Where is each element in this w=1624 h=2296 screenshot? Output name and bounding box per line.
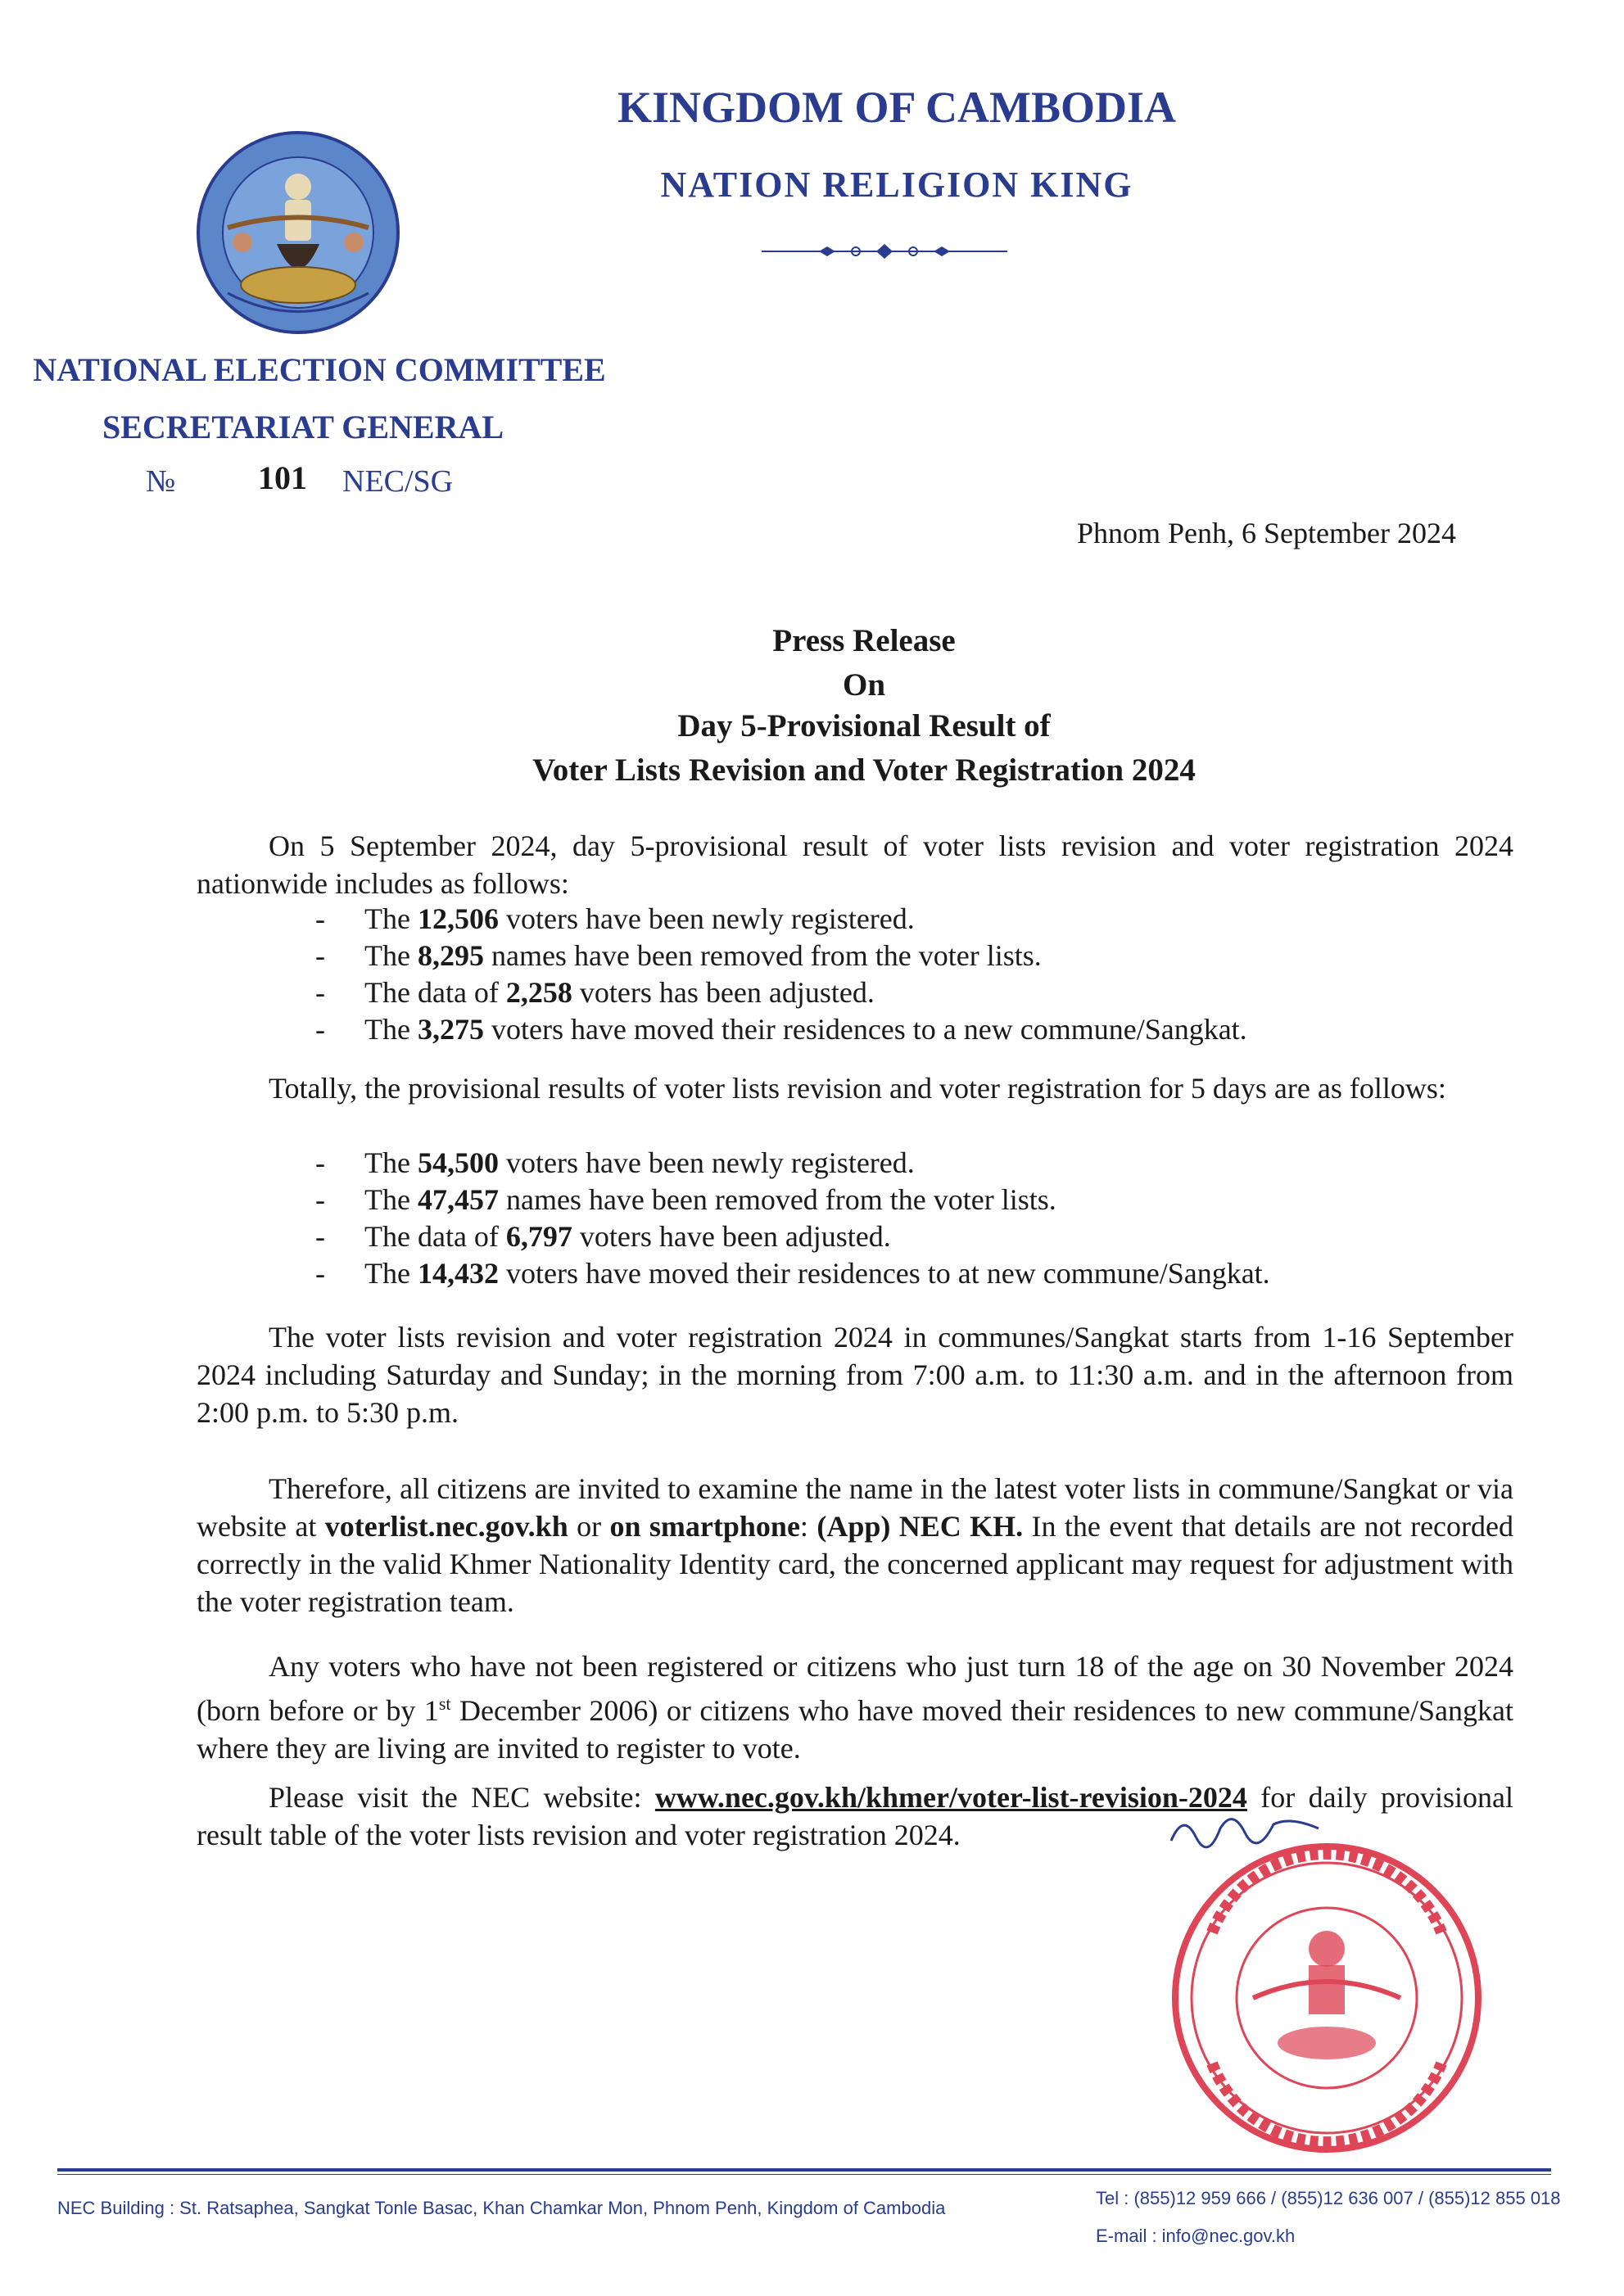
list-item: - The data of 6,797 voters have been adjusted. <box>315 1220 891 1253</box>
title-line-3: Day 5-Provisional Result of <box>677 708 1051 743</box>
signature-icon <box>1167 1800 1323 1857</box>
voterlist-website[interactable]: voterlist.nec.gov.kh <box>324 1510 568 1543</box>
list-item: - The 8,295 names have been removed from the voter lists. <box>315 939 1042 972</box>
committee-name: NATIONAL ELECTION COMMITTEE <box>33 351 606 388</box>
kingdom-title: KINGDOM OF CAMBODIA <box>617 83 1176 132</box>
list-item: - The data of 2,258 voters has been adjusted. <box>315 976 875 1009</box>
section1-list <box>315 901 1247 1048</box>
title-line-1: Press Release <box>772 623 956 658</box>
number-sign: № <box>146 464 176 499</box>
section2-list <box>315 1145 1270 1292</box>
document-number-suffix: NEC/SG <box>342 464 454 499</box>
list-item: - The 12,506 voters have been newly registered. <box>315 902 915 935</box>
nec-website-link[interactable]: www.nec.gov.kh/khmer/voter-list-revision-2024 <box>654 1781 1247 1814</box>
official-seal-icon <box>1163 1834 1491 2162</box>
app-name: (App) NEC KH. <box>817 1510 1024 1543</box>
section2-intro: Totally, the provisional results of voter lists revision and voter registration for 5 days are as follows: <box>269 1072 1446 1105</box>
footer-address: NEC Building : St. Ratsaphea, Sangkat Tonle Basac, Khan Chamkar Mon, Phnom Penh, Kingdom of Cambodia <box>57 2198 946 2218</box>
section1-intro: On 5 September 2024, day 5-provisional result of voter lists revision and voter registration 2024 nationwide includes as follows: <box>197 829 1513 900</box>
examine-paragraph: Therefore, all citizens are invited to examine the name in the latest voter lists in commune/Sangkat or via website at voterlist.nec.gov.kh or on smartphone: (App) NEC KH. In the event that details are not recorded correctly in the valid Khmer Nationality Identity card, the concerned applicant may request for adjustment with the voter registration team. <box>197 1472 1513 1618</box>
title-line-2: On <box>842 667 886 703</box>
document-date: Phnom Penh, 6 September 2024 <box>1077 517 1456 549</box>
footer-rule <box>57 2168 1551 2172</box>
ornament-divider-icon <box>762 242 1007 261</box>
visit-paragraph: Please visit the NEC website: www.nec.gov.kh/khmer/voter-list-revision-2024 for daily provisional result table of the voter lists revision and voter registration 2024. <box>197 1781 1513 1851</box>
title-line-4: Voter Lists Revision and Voter Registration 2024 <box>532 753 1196 788</box>
national-motto: NATION RELIGION KING <box>660 165 1133 205</box>
list-item: - The 54,500 voters have been newly registered. <box>315 1146 915 1179</box>
secretariat-name: SECRETARIAT GENERAL <box>102 409 504 445</box>
list-item: - The 47,457 names have been removed from the voter lists. <box>315 1183 1056 1216</box>
schedule-paragraph: The voter lists revision and voter registration 2024 in communes/Sangkat starts from 1-16 September 2024 including Saturday and Sunday; in the morning from 7:00 a.m. to 11:30 a.m. and in the afternoon from 2:00 p.m. to 5:30 p.m. <box>197 1321 1513 1429</box>
footer-telephone: Tel : (855)12 959 666 / (855)12 636 007 / (855)12 855 018 <box>1096 2188 1561 2208</box>
list-item: - The 14,432 voters have moved their residences to at new commune/Sangkat. <box>315 1257 1270 1290</box>
footer-rule-thin <box>57 2174 1551 2175</box>
footer-email[interactable]: E-mail : info@nec.gov.kh <box>1096 2226 1296 2246</box>
list-item: - The 3,275 voters have moved their residences to a new commune/Sangkat. <box>315 1013 1247 1046</box>
nec-emblem-icon <box>195 129 401 336</box>
document-number: 101 <box>258 459 307 496</box>
registration-paragraph: Any voters who have not been registered or citizens who just turn 18 of the age on 30 November 2024 (born before or by 1st December 2006) or citizens who have moved their residences to new commune/Sangkat where they are living are invited to register to vote. <box>197 1650 1513 1765</box>
